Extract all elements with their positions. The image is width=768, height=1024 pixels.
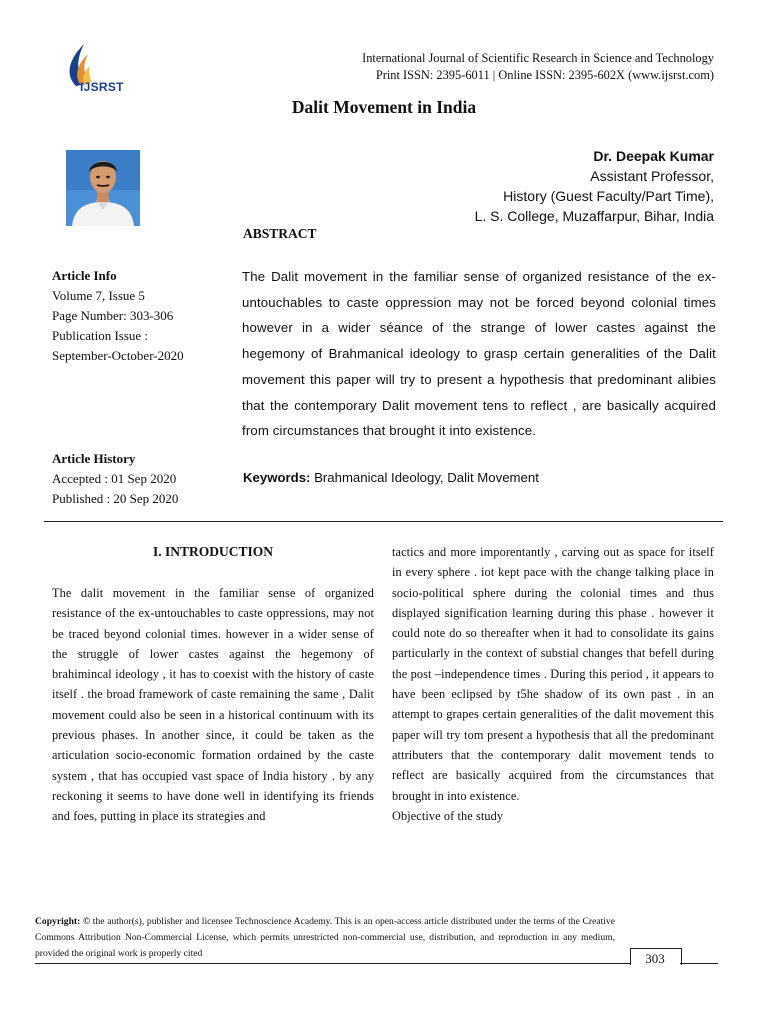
copyright-text: the author(s), publisher and licensee Technoscience Academy. This is an open-access article distributed under the terms of the Creative Commons Attribution Non-Commercial License, which permits unrestricted non-commercial use, distribution, and reproduction in any medium, provided the original work is properly cited: [35, 916, 615, 959]
accepted-date: Accepted : 01 Sep 2020: [52, 471, 177, 486]
author-name: Dr. Deepak Kumar: [593, 148, 714, 164]
author-portrait-icon: [66, 150, 140, 226]
keywords-value: Brahmanical Ideology, Dalit Movement: [314, 470, 539, 485]
article-info: [52, 266, 184, 366]
journal-name: International Journal of Scientific Research in Science and Technology: [362, 51, 714, 65]
page-number: 303: [645, 951, 665, 966]
logo-text: IJSRST: [80, 80, 124, 94]
article-volume: Volume 7, Issue 5: [52, 288, 145, 303]
author-department: History (Guest Faculty/Part Time),: [503, 188, 714, 204]
footer-rule-right: [680, 963, 718, 964]
intro-right-column: [392, 542, 714, 826]
publication-label: Publication Issue :: [52, 328, 149, 343]
abstract-text: The Dalit movement in the familiar sense of organized resistance of the ex-untouchables to caste oppression may not be forced beyond colonial times however in a wider séance of the strange of lower castes against the hegemony of Brahmanical ideology to grasp certain generalities of the Dalit movement this paper will try to present a hypothesis that predominant alibies that the contemporary Dalit movement tens to reflect , are basically acquired from circumstances that brought it into existence.: [242, 269, 716, 439]
author-photo: [66, 150, 140, 226]
abstract-heading: ABSTRACT: [243, 226, 317, 241]
issn-line: Print ISSN: 2395-6011 | Online ISSN: 2395-602X (www.ijsrst.com): [375, 68, 714, 82]
intro-left-column: The dalit movement in the familiar sense of organized resistance of the ex-untouchables to caste oppressions, may not be traced beyond colonial times. however in a wider sense of the struggle of lower castes against the hegemony of brahimincal ideology , it has to coexist with the history of caste itself . the broad framework of caste remaining the same , Dalit movement could also be seen in a historical continuum with its previous phases. In another since, it could be taken as the articulation socio-economic formation ordained by the caste system , that has occupied vast space of India history . by any reckoning it seems to have done well in identifying its friends and foes, putting in place its strategies and: [52, 586, 374, 824]
published-date: Published : 20 Sep 2020: [52, 491, 179, 506]
intro-right-text: tactics and more imporentantly , carving out as space for itself in every sphere . iot kept pace with the change talking place in socio-political sphere during the colonial times and thus displayed signification learning during this phase . however it could note do so thereafter when it had to consolidate its gains particularly in the context of substial changes that befell during the post –independence times . During this period , it appears to have been eclipsed by t5he shadow of its own past . in an attempt to grapes certain generalities of the dalit movement this paper will try tom present a hypothesis that all the predominant attributers that the contemporary dalit movement tends to reflect are basically acquired from the circumstances that brought in into existence.: [392, 545, 714, 803]
objective-heading: Objective of the study: [392, 808, 504, 823]
article-history: [52, 449, 178, 509]
author-block: [475, 146, 714, 226]
author-position: Assistant Professor,: [590, 168, 714, 184]
copyright-label: Copyright: ©: [35, 916, 91, 927]
publication-issue: September-October-2020: [52, 348, 184, 363]
article-pages: Page Number: 303-306: [52, 308, 174, 323]
introduction-heading: I. INTRODUCTION: [152, 544, 274, 559]
article-info-heading: Article Info: [52, 268, 117, 283]
paper-title: Dalit Movement in India: [291, 97, 477, 117]
footer-rule: [35, 963, 630, 964]
section-divider: [44, 521, 723, 522]
keywords-label: Keywords:: [243, 470, 311, 485]
author-institution: L. S. College, Muzaffarpur, Bihar, India: [474, 208, 714, 224]
journal-logo: [62, 40, 128, 96]
copyright-notice: [35, 914, 615, 962]
keywords: [243, 470, 539, 485]
article-history-heading: Article History: [52, 451, 136, 466]
journal-header: [362, 50, 714, 84]
